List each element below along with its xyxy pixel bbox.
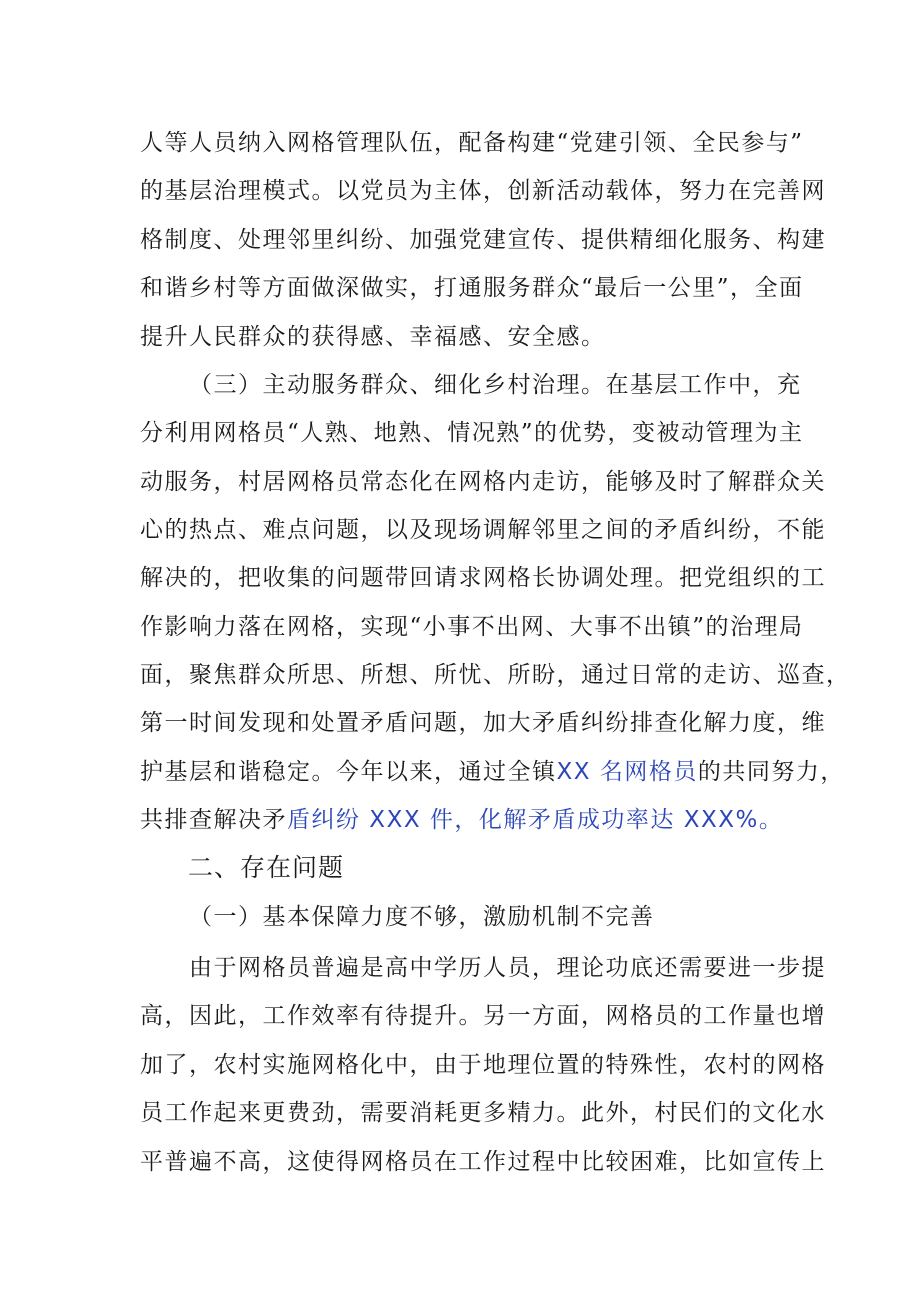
paragraph-line: 作影响力落在网格，实现“小事不出网、大事不出镇”的治理局	[140, 614, 804, 640]
paragraph-line: 分利用网格员“人熟、地熟、情况熟”的优势，变被动管理为主	[140, 420, 804, 446]
paragraph-line: 提升人民群众的获得感、幸福感、安全感。	[140, 324, 606, 350]
paragraph-line: 员工作起来更费劲，需要消耗更多精力。此外，村民们的文化水	[140, 1100, 826, 1126]
paragraph-line: 解决的，把收集的问题带回请求网格长协调处理。把党组织的工	[140, 565, 826, 591]
section-heading: 二、存在问题	[188, 853, 345, 882]
highlight-text: 盾纠纷 XXX 件，化解矛盾成功率达 XXX%。	[287, 807, 784, 833]
paragraph-line: 人等人员纳入网格管理队伍，配备构建“党建引领、全民参与”	[140, 130, 804, 156]
paragraph-line: （三）主动服务群众、细化乡村治理。在基层工作中，充	[189, 372, 802, 398]
line-text: 护基层和谐稳定。今年以来，通过全镇	[140, 759, 557, 785]
paragraph-line: 第一时间发现和处置矛盾问题，加大矛盾纠纷排查化解力度，维	[140, 710, 826, 736]
subsection-heading: （一）基本保障力度不够，激励机制不完善	[189, 904, 655, 930]
paragraph-line-highlight	[140, 805, 790, 835]
paragraph-line: 动服务，村居网格员常态化在网格内走访，能够及时了解群众关	[140, 469, 826, 495]
paragraph-line-highlight	[140, 757, 845, 787]
paragraph-line: 由于网格员普遍是高中学历人员，理论功底还需要进一步提	[189, 955, 826, 981]
paragraph-line: 高，因此，工作效率有待提升。另一方面，网格员的工作量也增	[140, 1003, 826, 1029]
paragraph-line: 面，聚焦群众所思、所想、所忧、所盼，通过日常的走访、巡查，	[140, 662, 851, 688]
highlight-text: XX 名网格员	[556, 759, 698, 785]
paragraph-line: 平普遍不高，这使得网格员在工作过程中比较困难，比如宣传上	[140, 1149, 826, 1175]
paragraph-line: 的基层治理模式。以党员为主体，创新活动载体，努力在完善网	[140, 178, 826, 204]
paragraph-line: 加了，农村实施网格化中，由于地理位置的特殊性，农村的网格	[140, 1052, 826, 1078]
line-text: 共排查解决矛	[140, 807, 287, 833]
paragraph-line: 心的热点、难点问题，以及现场调解邻里之间的矛盾纠纷，不能	[140, 517, 826, 543]
paragraph-line: 和谐乡村等方面做深做实，打通服务群众“最后一公里”，全面	[140, 275, 804, 301]
line-text: 的共同努力，	[697, 759, 845, 785]
paragraph-line: 格制度、处理邻里纠纷、加强党建宣传、提供精细化服务、构建	[140, 227, 826, 253]
